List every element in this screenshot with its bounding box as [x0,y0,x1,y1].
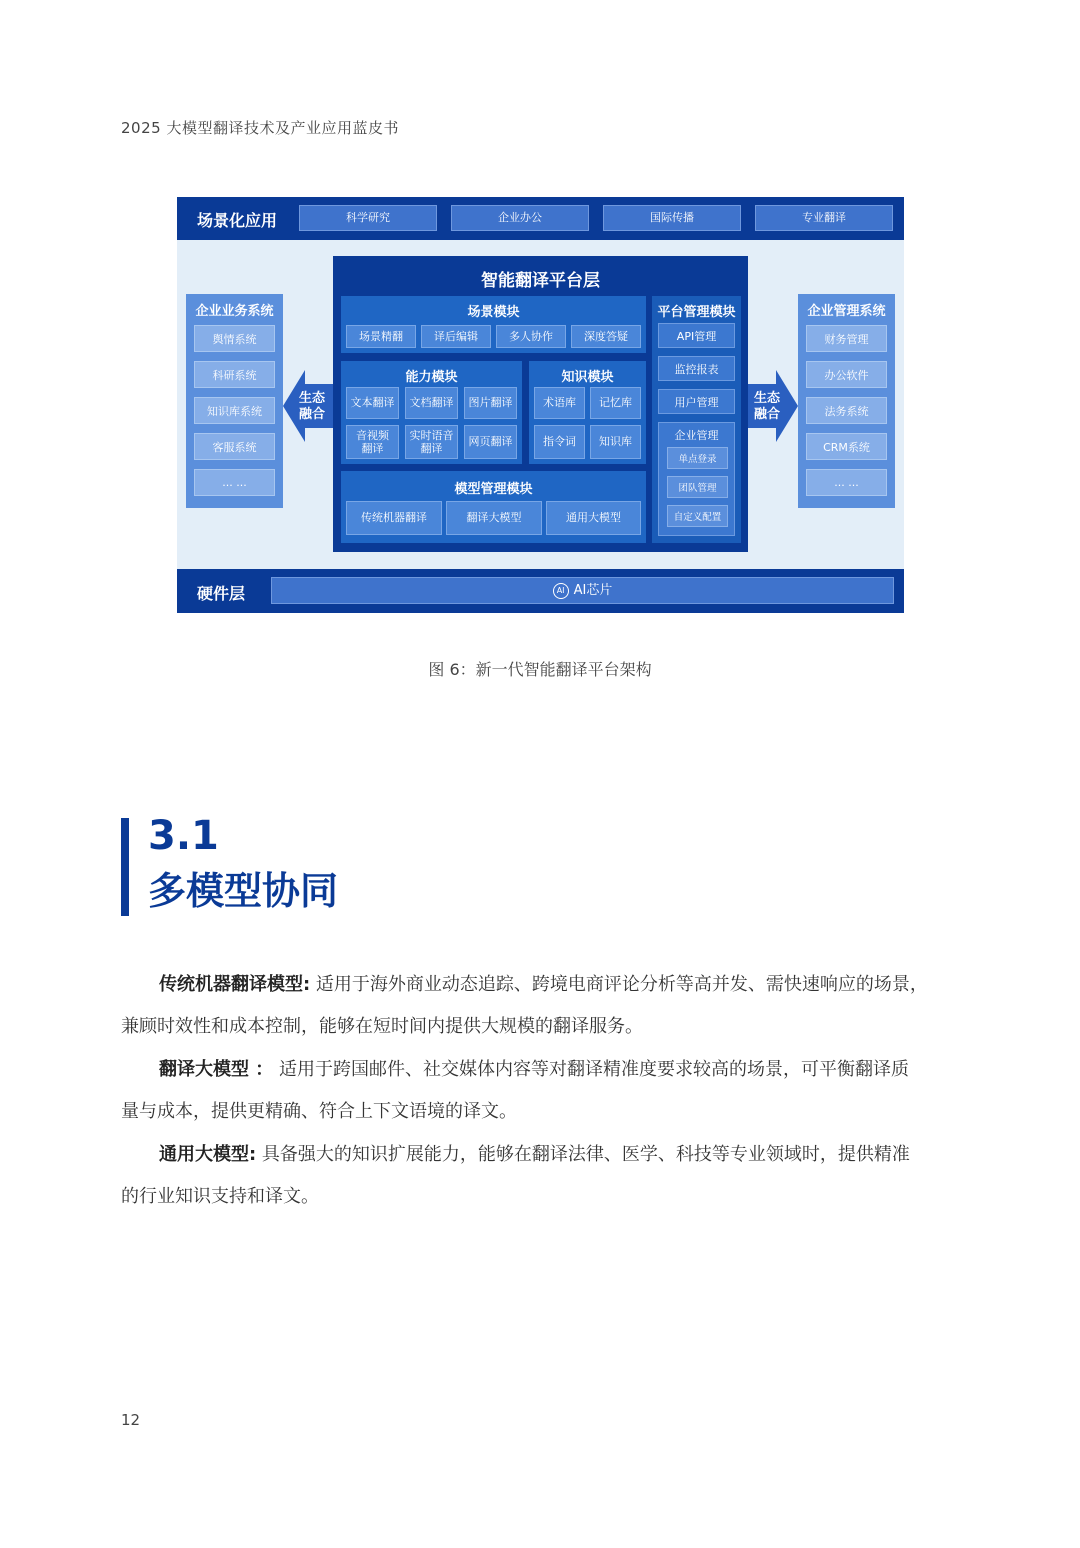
section-number: 3.1 [148,813,219,859]
ability-module-item: 网页翻译 [464,425,517,459]
paragraph-continuation: 量与成本，提供更精确、符合上下文语境的译文。 [121,1101,517,1122]
enterprise-item: 自定义配置 [667,505,728,527]
ability-module-title: 能力模块 [405,370,458,385]
scene-item: 企业办公 [451,205,589,231]
eco-fusion-label-left [297,391,327,423]
knowledge-module [529,361,646,464]
management-systems-panel [798,294,895,508]
knowledge-module-item: 记忆库 [590,387,641,419]
scene-module-item: 译后编辑 [421,325,491,348]
knowledge-module-item: 术语库 [534,387,585,419]
business-system-item: 知识库系统 [194,397,275,424]
hardware-layer-title: 硬件层 [197,584,246,603]
management-system-item: 财务管理 [806,325,887,352]
translation-platform-layer [333,256,748,552]
ability-module [341,361,522,464]
architecture-diagram [177,197,904,613]
platform-layer-title: 智能翻译平台层 [481,271,600,291]
ability-module-item: 实时语音 翻译 [405,425,458,459]
knowledge-module-item: 指令词 [534,425,585,459]
model-module-item: 传统机器翻译 [346,501,442,535]
platform-item: 用户管理 [658,389,735,414]
ability-module-item: 文档翻译 [405,387,458,419]
business-system-item: 科研系统 [194,361,275,388]
enterprise-management-group [658,422,735,536]
arrow-label-line: 融合 [753,407,780,422]
platform-management-module [652,296,741,543]
paragraph-lead: 翻译大模型 ： [159,1059,274,1080]
enterprise-item: 团队管理 [667,476,728,498]
scene-item: 科学研究 [299,205,437,231]
hardware-layer [177,569,904,613]
scene-item: 国际传播 [603,205,741,231]
model-management-module [341,471,646,543]
management-system-item: 法务系统 [806,397,887,424]
management-system-item: ... ... [806,469,887,496]
paragraph-text: 具备强大的知识扩展能力，能够在翻译法律、医学、科技等专业领域时，提供精准 [256,1144,910,1165]
scene-item: 专业翻译 [755,205,893,231]
arrow-label-line: 融合 [298,407,325,422]
management-system-item: CRM系统 [806,433,887,460]
paragraph-continuation: 的行业知识支持和译文。 [121,1186,319,1207]
paragraph-text: 适用于跨国邮件、社交媒体内容等对翻译精准度要求较高的场景，可平衡翻译质 [273,1059,909,1080]
paragraph-text: 适用于海外商业动态追踪、跨境电商评论分析等高并发、需快速响应的场景， [310,974,928,995]
scene-module [341,296,646,353]
knowledge-module-item: 知识库 [590,425,641,459]
management-systems-title: 企业管理系统 [807,304,886,319]
section-accent-bar [121,818,129,916]
eco-fusion-label-right [752,391,782,423]
enterprise-management-title: 企业管理 [674,429,719,442]
figure-caption: 图 6：新一代智能翻译平台架构 [428,660,652,679]
business-system-item: 客服系统 [194,433,275,460]
ability-module-item: 图片翻译 [464,387,517,419]
scene-module-item: 深度答疑 [571,325,641,348]
platform-item: API管理 [658,323,735,348]
model-module-item: 翻译大模型 [446,501,542,535]
paragraph-continuation: 兼顾时效性和成本控制，能够在短时间内提供大规模的翻译服务。 [121,1016,643,1037]
knowledge-module-title: 知识模块 [561,370,614,385]
paragraph-lead: 传统机器翻译模型: [159,974,311,995]
scene-layer [177,197,904,240]
ability-module-item: 文本翻译 [346,387,399,419]
ai-chip-label: AI芯片 [573,582,613,598]
enterprise-item: 单点登录 [667,447,728,469]
platform-item: 监控报表 [658,356,735,381]
business-systems-panel [186,294,283,508]
platform-module-title: 平台管理模块 [657,305,736,320]
section-title: 多模型协同 [148,869,339,913]
arrow-label-line: 生态 [298,391,325,406]
business-system-item: ... ... [194,469,275,496]
scene-module-item: 场景精翻 [346,325,416,348]
management-system-item: 办公软件 [806,361,887,388]
body-paragraph [121,964,963,1048]
running-header: 2025 大模型翻译技术及产业应用蓝皮书 [121,119,399,137]
scene-module-item: 多人协作 [496,325,566,348]
model-module-title: 模型管理模块 [454,482,533,497]
scene-layer-title: 场景化应用 [197,211,278,230]
chip-icon: AI [553,583,569,599]
paragraph-lead: 通用大模型: [159,1144,257,1165]
page-number: 12 [121,1411,141,1429]
arrow-label-line: 生态 [753,391,780,406]
body-paragraph [121,1134,963,1218]
body-paragraph [121,1049,963,1133]
business-system-item: 舆情系统 [194,325,275,352]
scene-module-title: 场景模块 [467,305,520,320]
ability-module-item: 音视频 翻译 [346,425,399,459]
business-systems-title: 企业业务系统 [195,304,274,319]
ai-chip-bar [271,577,894,604]
model-module-item: 通用大模型 [546,501,641,535]
